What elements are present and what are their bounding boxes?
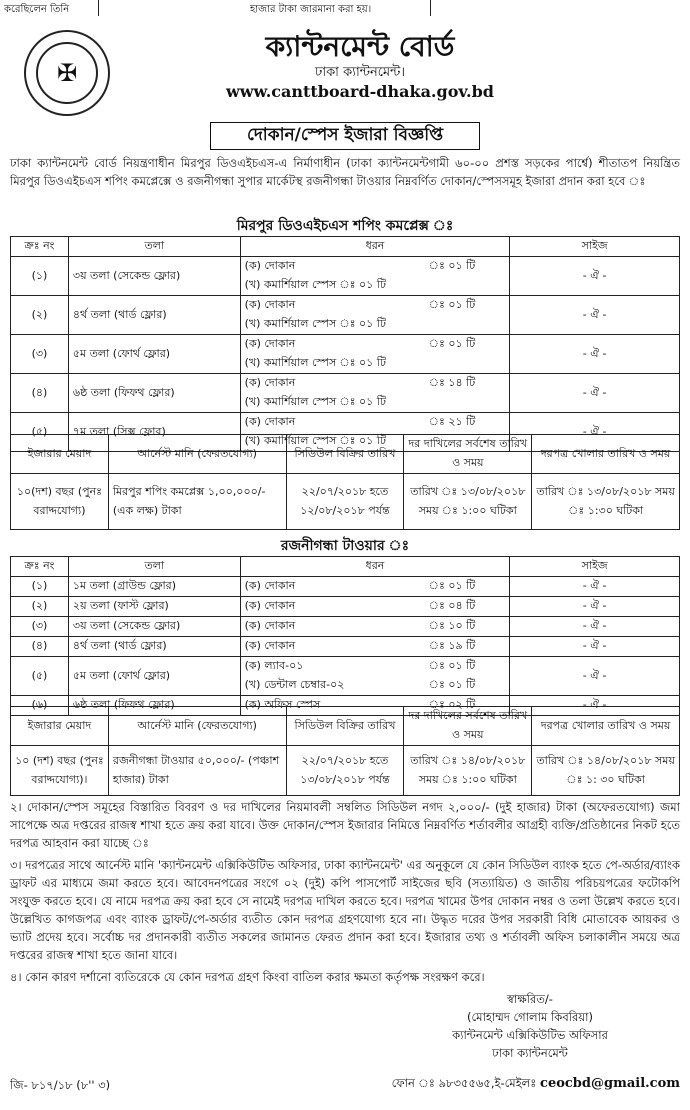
col-header-floor: তলা	[68, 237, 240, 257]
contact-info	[392, 1075, 680, 1094]
cantonment-board-logo	[24, 30, 110, 116]
table-row	[11, 746, 680, 796]
table-row	[11, 617, 680, 637]
type-line	[245, 296, 506, 315]
size-cell: - ঐ -	[510, 374, 680, 413]
floor-cell: ৪র্থ তলা (থার্ড ফ্লোর)	[68, 296, 240, 335]
signatory-office: ঢাকা ক্যান্টনমেন্ট	[492, 1046, 568, 1060]
note-4: ৪। কোন কারণ দর্শানো ব্যতিরেকে যে কোন দরপত্র গ্রহণ কিংবা বাতিল করার ক্ষমতা কর্তৃপক্ষ সংরক্ষণ করে।	[10, 970, 485, 984]
type-label: (ক) দোকান	[244, 619, 296, 632]
section1-table	[10, 236, 680, 452]
type-cell	[240, 257, 510, 296]
serial-cell: (৩)	[11, 617, 69, 637]
col-header-opening: দরপত্র খোলার তারিখ ও সময়	[532, 707, 680, 746]
serial-cell: (২)	[11, 296, 69, 335]
type-line	[245, 335, 506, 354]
type-label: (ক) দোকান	[244, 337, 296, 350]
type-cell	[240, 296, 510, 335]
type-line: (খ) কমার্শিয়াল স্পেস ঃ ০১ টি	[244, 434, 386, 447]
serial-cell: (২)	[11, 597, 69, 617]
type-line: (খ) কমার্শিয়াল স্পেস ঃ ০১ টি	[244, 395, 386, 408]
type-label: (ক) দোকান	[244, 639, 296, 652]
type-cell	[240, 374, 510, 413]
table-row	[11, 597, 680, 617]
serial-cell: (৫)	[11, 413, 69, 452]
floor-cell: ৪র্থ তলা (থার্ড ফ্লোর)	[68, 637, 240, 657]
type-count: ঃ ১০ টি	[428, 619, 476, 632]
col-header-schedule-sale: সিডিউল বিক্রির তারিখ	[286, 435, 404, 474]
col-header-earnest-money: আর্নেস্ট মানি (ফেরতযোগ্য)	[108, 435, 286, 474]
col-header-size: সাইজ	[510, 557, 680, 577]
size-cell: - ঐ -	[510, 257, 680, 296]
col-header-size: সাইজ	[510, 237, 680, 257]
type-cell	[240, 637, 510, 657]
table-row	[11, 657, 680, 696]
type-line: (খ) কমার্শিয়াল স্পেস ঃ ০১ টি	[244, 278, 386, 291]
notice-title: দোকান/স্পেস ইজারা বিজ্ঞপ্তি	[210, 122, 480, 150]
type-count: ঃ ১৪ টি	[428, 376, 476, 389]
signature-block	[400, 990, 660, 1062]
note-3: ৩। দরপত্রের সাথে আর্নেস্ট মানি 'ক্যান্টনমেন্ট এক্সিকিউটিভ অফিসার, ঢাকা ক্যান্টনমেন্ট' এর অনুকূলে যে কোন সিডিউল ব্যাংক হতে পে-অর্ডার/ব্যাংক ড্রাফট এর মাধ্যমে জমা করতে হবে। আবেদনপত্রের সংগে ০২ (দুই) কপি পাসপোর্ট সাইজের ছবি (সত্যায়িত) ও জাতীয় পরিচয়পত্রের ফটোকপি সংযুক্ত করতে হবে। যে নামে দরপত্র ক্রয় করা হবে সে নামেই দরপত্র দাখিল করতে হবে। দরপত্র খামের উপর দোকান নম্বর ও তলা উল্লেখ করতে হবে। উল্লেখিত কাগজপত্র এবং ব্যাংক ড্রাফট/পে-অর্ডার ব্যতীত কোন দরপত্র গ্রহণযোগ্য হবে না। উদ্ধৃত দরের উপর সরকারী বিধি মোতাবেক আয়কর ও ভ্যাট প্রদেয় হবে। সর্বোচ্চ দর প্রদানকারী ব্যতীত সকলের জামানত ফেরত প্রদান করা হবে। ইজারার তথ্য ও শর্তাবলী অফিস চলাকালীন সময়ে অত্র দপ্তরের রাজস্ব শাখা হতে জানা যাবে।	[10, 858, 680, 962]
intro-paragraph: ঢাকা ক্যান্টনমেন্ট বোর্ড নিয়ন্ত্রণাধীন মিরপুর ডিওএইচএস-এ নির্মাণাধীন (ঢাকা ক্যান্টনমেন্টগামী ৬০-০০ প্রশস্ত সড়কের পার্শ্বে) শীতাতপ নিয়ন্ত্রিত মিরপুর ডিওএইচএস শপিং কমপ্লেক্সে ও রজনীগন্ধা সুপার মার্কেটস্থ রজনীগন্ধা টাওয়ার নিম্নবর্ণিত দোকান/স্পেসসমূহ ইজারা প্রদান করা হবে ঃ	[10, 156, 680, 188]
type-count: ঃ ০২ টি	[428, 698, 476, 711]
type-line	[245, 657, 506, 676]
table-row	[11, 474, 680, 530]
size-cell: - ঐ -	[510, 413, 680, 452]
serial-cell: (৪)	[11, 637, 69, 657]
floor-cell: ২য় তলা (ফাস্ট ফ্লোর)	[68, 597, 240, 617]
type-label: (ক) দোকান	[244, 298, 296, 311]
table-row	[11, 577, 680, 597]
reference-number: জি- ৮১৭/১৮ (৮'' ৩)	[10, 1078, 111, 1092]
crest-icon: ✠	[36, 42, 98, 104]
floor-cell: ৭ম তলা (সিক্স ফ্লোর)	[68, 413, 240, 452]
size-cell: - ঐ -	[510, 657, 680, 696]
type-count: ঃ ০১ টি	[428, 579, 476, 592]
section2-table	[10, 556, 680, 716]
type-label: (ক) দোকান	[244, 259, 296, 272]
type-line	[245, 617, 506, 636]
type-label: (ক) দোকান	[244, 415, 296, 428]
col-header-serial: ক্রঃ নং	[11, 237, 69, 257]
table-header-row	[11, 707, 680, 746]
submission-deadline: তারিখ ঃ ১৪/০৮/২০১৮ সময় ঃ ১:০০ ঘটিকা	[404, 746, 532, 796]
type-count: ঃ ০৪ টি	[428, 599, 476, 612]
type-count: ঃ ০১ টি	[428, 298, 476, 311]
type-line	[245, 413, 506, 432]
org-subtitle: ঢাকা ক্যান্টনমেন্ট।	[314, 65, 406, 80]
col-header-schedule-sale: সিডিউল বিক্রির তারিখ	[286, 707, 404, 746]
col-header-submission: দর দাখিলের সর্বশেষ তারিখ ও সময়	[404, 707, 532, 746]
type-count: ঃ ১৯ টি	[428, 639, 476, 652]
type-label: (ক) দোকান	[244, 376, 296, 389]
type-line: (খ) কমার্শিয়াল স্পেস ঃ ০১ টি	[244, 317, 386, 330]
terms1-table	[10, 434, 680, 530]
divider	[430, 0, 431, 16]
top-strip-left: করেছিলেন তিনি	[4, 4, 70, 15]
type-count: ঃ ২১ টি	[428, 415, 476, 428]
signatory-name: (মোহাম্মদ গোলাম কিবরিয়া)	[467, 1010, 593, 1024]
type-label: (ক) দোকান	[244, 579, 296, 592]
size-cell: - ঐ -	[510, 637, 680, 657]
table-row	[11, 296, 680, 335]
note-2: ২। দোকান/স্পেস সমূহের বিস্তারিত বিবরণ ও দর দাখিলের নিয়মাবলী সম্বলিত সিডিউল নগদ ২,০০০/- (দুই হাজার) টাকা (অফেরতযোগ্য) জমা সাপেক্ষে অত্র দপ্তরের রাজস্ব শাখা হতে ক্রয় করা যাবে। উক্ত দোকান/স্পেস ইজারার নিমিত্তে নিম্নবর্ণিত শর্তাবলীর আগ্রহী ব্যক্তি/প্রতিষ্ঠানের নিকট হতে দরপত্র আহবান করা যাচ্ছে ঃ	[10, 800, 680, 850]
size-cell: - ঐ -	[510, 296, 680, 335]
phone-label: ফোন ঃ ৯৮৩৫৫৬৫,ই-মেইলঃ	[391, 1076, 537, 1090]
type-count: ঃ ০১ টি	[428, 337, 476, 350]
serial-cell: (৬)	[11, 696, 69, 716]
earnest-money: রজনীগন্ধা টাওয়ার ৫০,০০০/- (পঞ্চাশ হাজার) টাকা	[108, 746, 286, 796]
size-cell: - ঐ -	[510, 696, 680, 716]
col-header-opening: দরপত্র খোলার তারিখ ও সময়	[532, 435, 680, 474]
serial-cell: (৫)	[11, 657, 69, 696]
serial-cell: (১)	[11, 257, 69, 296]
table-header-row	[11, 557, 680, 577]
table-header-row	[11, 237, 680, 257]
type-count: ঃ ০১ টি	[428, 659, 476, 672]
type-line	[245, 257, 506, 276]
lease-period: ১০(দশ) বছর (পুনঃ বরাদ্দযোগ্য)	[11, 474, 109, 530]
header	[150, 30, 570, 102]
top-strip-right: হাজার টাকা জারমানা করা হয়।	[250, 4, 372, 15]
type-line	[245, 577, 506, 596]
table-row	[11, 637, 680, 657]
col-header-type: ধরন	[240, 237, 510, 257]
type-label: (খ) ডেন্টাল চেম্বার-০২	[244, 678, 345, 691]
serial-cell: (৩)	[11, 335, 69, 374]
type-line	[245, 374, 506, 393]
opening-date: তারিখ ঃ ১৩/০৮/২০১৮ সময় ঃ ১:৩০ ঘটিকা	[532, 474, 680, 530]
col-header-serial: ক্রঃ নং	[11, 557, 69, 577]
type-line: (খ) কমার্শিয়াল স্পেস ঃ ০১ টি	[244, 356, 386, 369]
col-header-period: ইজারার মেয়াদ	[11, 707, 109, 746]
size-cell: - ঐ -	[510, 577, 680, 597]
signed-label: স্বাক্ষরিত/-	[507, 992, 553, 1006]
size-cell: - ঐ -	[510, 335, 680, 374]
type-cell	[240, 617, 510, 637]
type-cell	[240, 335, 510, 374]
org-title: ক্যান্টনমেন্ট বোর্ড	[265, 30, 455, 63]
submission-deadline: তারিখ ঃ ১৩/০৮/২০১৮ সময় ঃ ১:০০ ঘটিকা	[404, 474, 532, 530]
table-row	[11, 374, 680, 413]
top-strip	[0, 0, 690, 18]
type-cell	[240, 577, 510, 597]
size-cell: - ঐ -	[510, 597, 680, 617]
section2-title: রজনীগন্ধা টাওয়ার ঃ	[280, 538, 410, 554]
table-row	[11, 335, 680, 374]
lease-period: ১০ (দশ) বছর (পুনঃ বরাদ্দযোগ্য)।	[11, 746, 109, 796]
floor-cell: ৩য় তলা (সেকেন্ড ফ্লোর)	[68, 257, 240, 296]
floor-cell: ৬ষ্ঠ তলা (ফিফথ ফ্লোর)	[68, 374, 240, 413]
floor-cell: ৬ষ্ঠ তলা (ফিফথ ফ্লোর)	[68, 696, 240, 716]
floor-cell: ৫ম তলা (ফোর্থ ফ্লোর)	[68, 335, 240, 374]
floor-cell: ৫ম তলা (ফোর্থ ফ্লোর)	[68, 657, 240, 696]
type-label: (ক) ল্যাব-০১	[244, 659, 304, 672]
size-cell: - ঐ -	[510, 617, 680, 637]
serial-cell: (৪)	[11, 374, 69, 413]
type-line	[245, 597, 506, 616]
earnest-money: মিরপুর শপিং কমপ্লেক্স ১,০০,০০০/- (এক লক্ষ) টাকা	[108, 474, 286, 530]
type-count: ঃ ০১ টি	[428, 678, 476, 691]
type-label: (ক) অফিস স্পেস	[244, 698, 321, 711]
opening-date: তারিখ ঃ ১৪/০৮/২০১৮ সময় ঃ ১: ৩০ ঘটিকা	[532, 746, 680, 796]
type-label: (ক) দোকান	[244, 599, 296, 612]
type-cell	[240, 657, 510, 696]
col-header-submission: দর দাখিলের সর্বশেষ তারিখ ও সময়	[404, 435, 532, 474]
table-header-row	[11, 435, 680, 474]
website-link[interactable]: www.canttboard-dhaka.gov.bd	[226, 82, 494, 101]
schedule-sale-date: ২২/০৭/২০১৮ হতে ১৩/০৮/২০১৮ পর্যন্ত	[286, 746, 404, 796]
section1-title: মিরপুর ডিওএইচএস শপিং কমপ্লেক্স ঃ	[236, 218, 454, 234]
table-row	[11, 257, 680, 296]
floor-cell: ৩য় তলা (সেকেন্ড ফ্লোর)	[68, 617, 240, 637]
type-line	[245, 637, 506, 656]
email-link[interactable]: ceocbd@gmail.com	[540, 1076, 680, 1091]
col-header-earnest-money: আর্নেস্ট মানি (ফেরতযোগ্য)	[108, 707, 286, 746]
type-cell	[240, 597, 510, 617]
floor-cell: ১ম তলা (গ্রাউন্ড ফ্লোর)	[68, 577, 240, 597]
signatory-designation: ক্যান্টনমেন্ট এক্সিকিউটিভ অফিসার	[452, 1028, 608, 1042]
col-header-type: ধরন	[240, 557, 510, 577]
terms2-table	[10, 706, 680, 796]
type-line	[245, 676, 506, 695]
type-count: ঃ ০১ টি	[428, 259, 476, 272]
col-header-period: ইজারার মেয়াদ	[11, 435, 109, 474]
schedule-sale-date: ২২/০৭/২০১৮ হতে ১২/০৮/২০১৮ পর্যন্ত	[286, 474, 404, 530]
divider	[98, 0, 99, 16]
col-header-floor: তলা	[68, 557, 240, 577]
serial-cell: (১)	[11, 577, 69, 597]
